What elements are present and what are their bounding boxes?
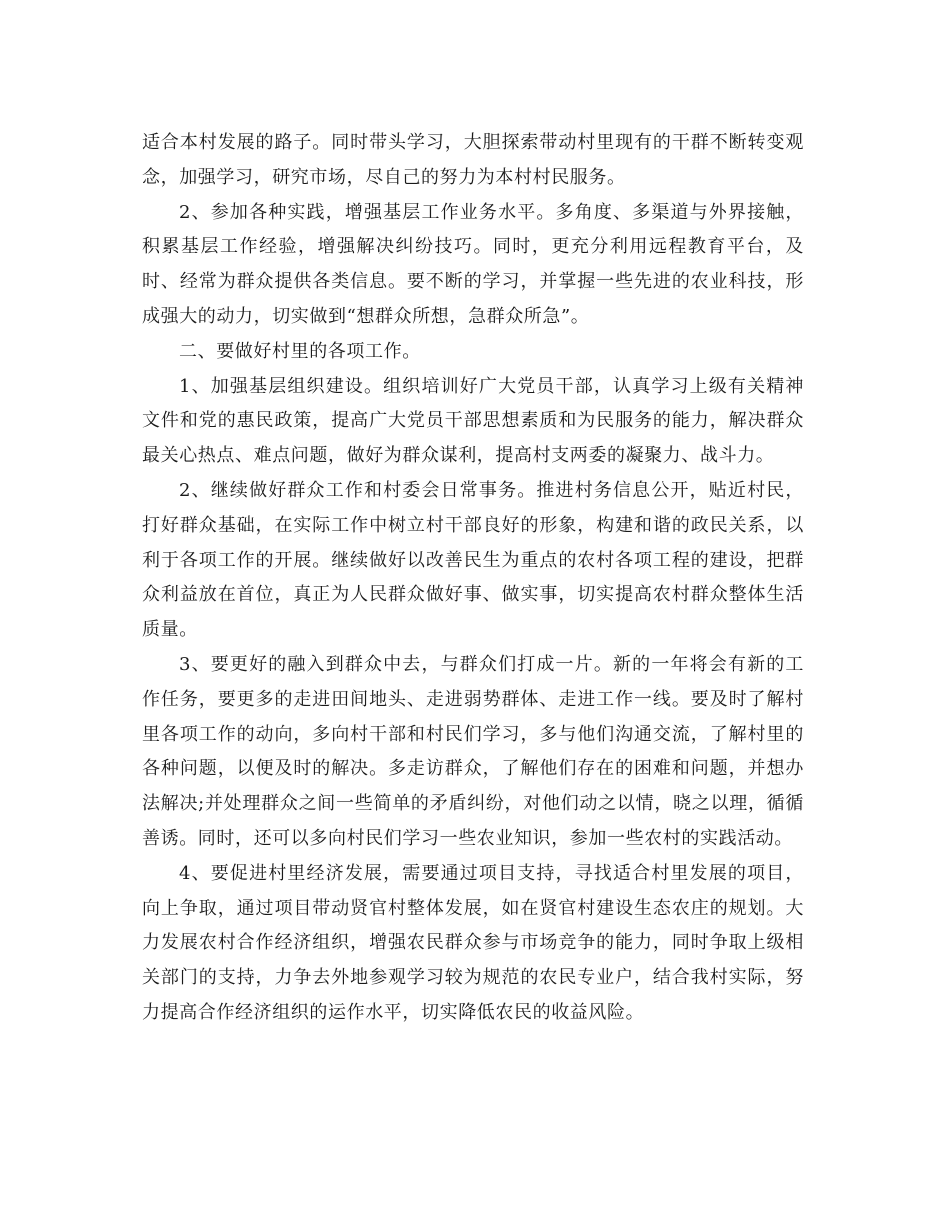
- paragraph-practice: 2、参加各种实践，增强基层工作业务水平。多角度、多渠道与外界接触，积累基层工作经验，增强解决纠纷技巧。同时，更充分利用远程教育平台，及时、经常为群众提供各类信息。要不断的学习，并掌握一些先进的农业科技，形成强大的动力，切实做到“想群众所想，急群众所急”。: [142, 201, 804, 327]
- section-heading-village-work: 二、要做好村里的各项工作。: [179, 340, 421, 362]
- paragraph-economy: 4、要促进村里经济发展，需要通过项目支持，寻找适合村里发展的项目，向上争取，通过项目带动贤官村整体发展，如在贤官村建设生态农庄的规划。大力发展农村合作经济组织，增强农民群众参与市场竞争的能力，同时争取上级相关部门的支持，力争去外地参观学习较为规范的农民专业户，结合我村实际，努力提高合作经济组织的运作水平，切实降低农民的收益风险。: [142, 862, 804, 1023]
- document-page: [142, 126, 804, 1031]
- paragraph-mass-work: 2、继续做好群众工作和村委会日常事务。推进村务信息公开，贴近村民，打好群众基础，在实际工作中树立村干部良好的形象，构建和谐的政民关系，以利于各项工作的开展。继续做好以改善民生为重点的农村各项工程的建设，把群众利益放在首位，真正为人民群众做好事、做实事，切实提高农村群众整体生活质量。: [142, 479, 804, 641]
- paragraph-organization: 1、加强基层组织建设。组织培训好广大党员干部，认真学习上级有关精神文件和党的惠民政策，提高广大党员干部思想素质和为民服务的能力，解决群众最关心热点、难点问题，做好为群众谋利，提高村支两委的凝聚力、战斗力。: [142, 375, 804, 467]
- paragraph-integration: 3、要更好的融入到群众中去，与群众们打成一片。新的一年将会有新的工作任务，要更多的走进田间地头、走进弱势群体、走进工作一线。要及时了解村里各项工作的动向，多向村干部和村民们学习，多与他们沟通交流，了解村里的各种问题，以便及时的解决。多走访群众，了解他们存在的困难和问题，并想办法解决;并处理群众之间一些简单的矛盾纠纷，对他们动之以情，晓之以理，循循善诱。同时，还可以多向村民们学习一些农业知识，参加一些农村的实践活动。: [142, 653, 804, 849]
- paragraph-continuation: 适合本村发展的路子。同时带头学习，大胆探索带动村里现有的干群不断转变观念，加强学习，研究市场，尽自己的努力为本村村民服务。: [142, 132, 804, 188]
